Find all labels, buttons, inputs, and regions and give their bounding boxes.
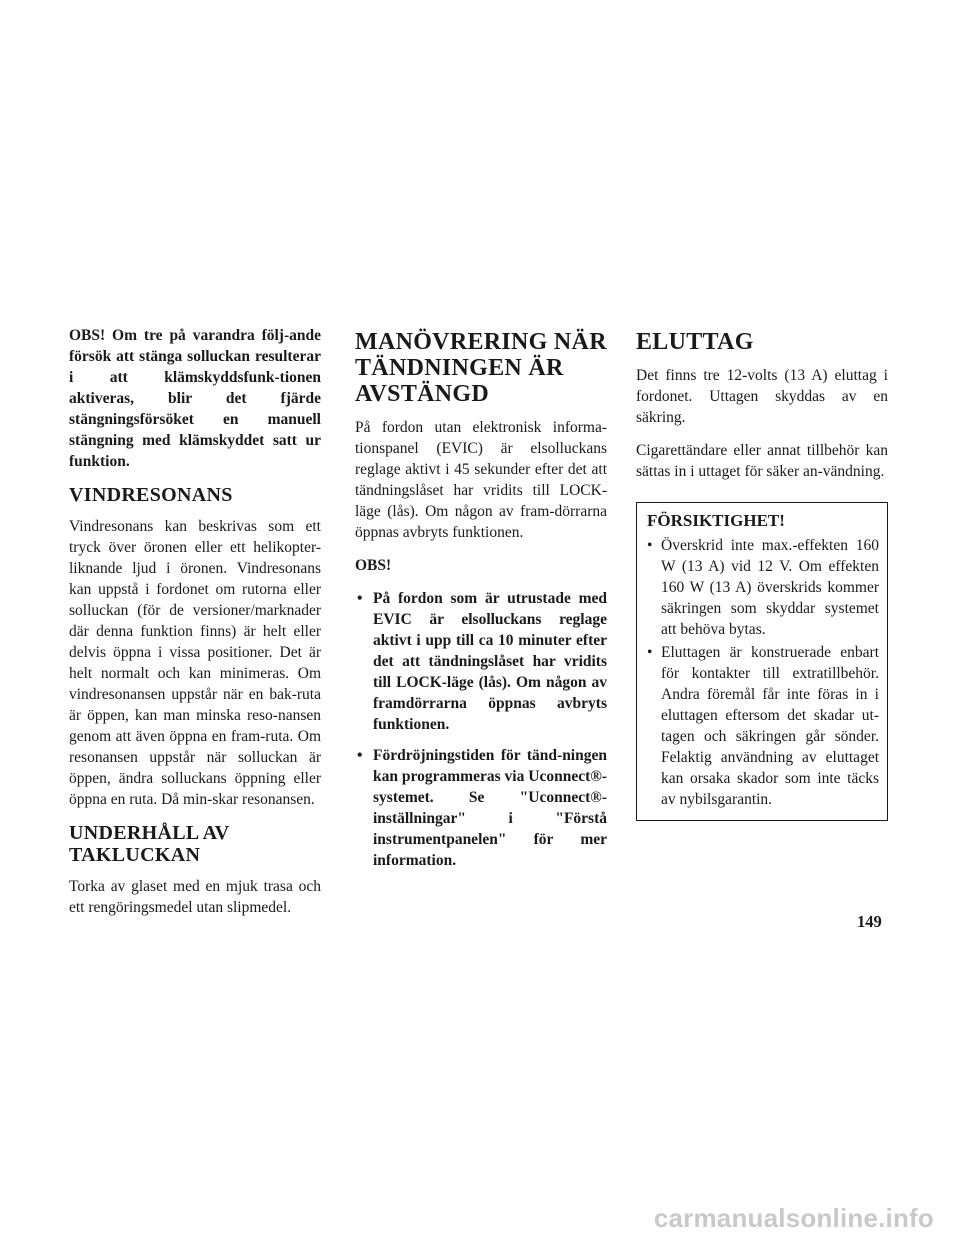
obs-bullet-list (355, 588, 607, 871)
obs-label: OBS! (355, 557, 392, 574)
list-item: • På fordon som är utrustade med EVIC är elsolluckans reglage aktivt i upp till ca 10 minuter efter det att tändningslåset har vridits till LOCK-läge (lås). Om någon av framdörrarna öppnas avbryts funktionen. (355, 588, 607, 735)
page-number: 149 (857, 912, 882, 931)
heading-manovrering: MANÖVRERING NÄR TÄNDNINGEN ÄR AVSTÄNGD (355, 329, 607, 407)
vindresonans-text: Vindresonans kan beskrivas som ett tryck över öronen eller ett helikopter-liknande ljud i öronen. Vindresonans kan uppstå i fordonet om rutorna eller solluckan (för de versioner/marknader där denna funktion finns) är helt eller delvis öppna i vissa positioner. Det är helt normalt och kan minimeras. Om vindresonansen uppstår när en bak-ruta är öppen, kan man minska reso-nansen genom att även öppna en fram-ruta. Om resonansen uppstår när solluckan är öppen, ändra solluckans öppning eller öppna en ruta. Då min-skar resonansen. (69, 518, 321, 808)
caution-box (636, 502, 888, 821)
heading-underhall: UNDERHÅLL AV TAKLUCKAN (69, 822, 230, 866)
column-left (69, 325, 321, 930)
caution-title: FÖRSIKTIGHET! (647, 511, 785, 530)
manovrering-intro: På fordon utan elektronisk informa-tionspanel (EVIC) är elsolluckans reglage aktivt i 45 sekunder efter det att tändningslåset har vridits till LOCK-läge (lås). Om någon av fram-dörrarna öppnas avbryts funktionen. (355, 419, 607, 541)
eluttag-para-1: Det finns tre 12-volts (13 A) eluttag i fordonet. Uttagen skyddas av en säkring. (636, 367, 888, 426)
list-item: • Eluttagen är konstruerade enbart för kontakter till extratillbehör. Andra föremål får inte föras in i eluttagen eftersom det skadar ut-tagen och säkringen går sönder. Felaktig användning av eluttaget kan orsaka skador som inte täcks av nybilsgarantin. (647, 642, 879, 810)
heading-vindresonans: VINDRESONANS (69, 484, 233, 506)
column-middle (355, 325, 607, 881)
column-right (636, 325, 888, 821)
underhall-text: Torka av glaset med en mjuk trasa och ett rengöringsmedel utan slipmedel. (69, 878, 321, 916)
list-item: • Överskrid inte max.-effekten 160 W (13 A) vid 12 V. Om effekten 160 W (13 A) överskrids kommer säkringen som skyddar systemet att behöva bytas. (647, 535, 879, 640)
heading-eluttag: ELUTTAG (636, 329, 754, 355)
caution-list (647, 535, 879, 810)
list-item: • Fördröjningstiden för tänd-ningen kan programmeras via Uconnect®-systemet. Se "Uconnect®-inställningar" i "Förstå instrumentpanelen" för mer information. (355, 745, 607, 871)
watermark: carmanualsonline.info (653, 1203, 934, 1233)
obs-note: OBS! Om tre på varandra följ-ande försök att stänga solluckan resulterar i att klämskyddsfunk-tionen aktiveras, blir det fjärde stängningsförsöket en manuell stängning med klämskyddet satt ur funktion. (69, 327, 321, 470)
eluttag-para-2: Cigarettändare eller annat tillbehör kan sättas in i uttaget för säker an-vändning. (636, 442, 888, 480)
